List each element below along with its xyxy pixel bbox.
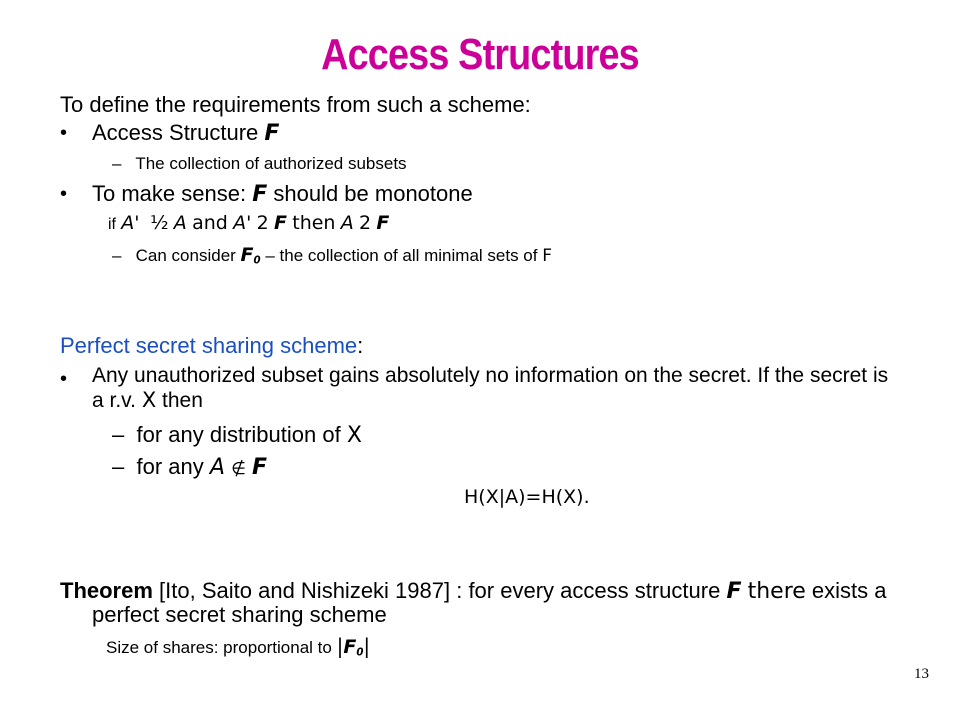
mono-a: A — [173, 212, 187, 234]
monotone-condition — [108, 212, 389, 235]
sub-4 — [112, 454, 267, 480]
theorem-exists: exists a — [811, 578, 887, 603]
bullet-3-x: X — [141, 388, 157, 412]
mono-then: then — [292, 212, 336, 234]
shares-symbol: F — [343, 636, 357, 658]
dash: – — [112, 454, 125, 479]
sub-3-x: X — [346, 423, 362, 448]
sub-4-prefix: for any — [136, 454, 204, 479]
theorem-line-2: perfect secret sharing scheme — [92, 602, 387, 627]
mono-a-prime-2: A' — [233, 212, 252, 234]
sub-1 — [112, 154, 407, 174]
mono-f-2: F — [376, 212, 390, 234]
bullet-3-line-1: Any unauthorized subset gains absolutely no information on the secret. If the secret is — [92, 364, 889, 387]
bullet-1 — [92, 120, 279, 146]
mono-two-1: 2 — [256, 212, 269, 234]
mono-f-1: F — [273, 212, 287, 234]
bullet-1-text: Access Structure — [92, 120, 259, 145]
bullet-2-text: To make sense: — [92, 181, 247, 206]
sub-2 — [112, 244, 552, 267]
theorem-line-1 — [60, 578, 887, 604]
bullet-3-line-2 — [92, 388, 203, 413]
shares-bar-open: | — [336, 634, 344, 658]
theorem-symbol: F — [726, 579, 742, 604]
mono-if: if — [108, 216, 116, 233]
perfect-scheme-heading — [60, 333, 363, 359]
sub-3-prefix: for any distribution of — [136, 422, 341, 447]
dash: – — [112, 246, 122, 265]
mono-half: ½ — [150, 212, 169, 234]
page-title: Access Structures — [321, 30, 639, 79]
sub-2-suffix: – the collection of all minimal sets of — [265, 246, 538, 265]
mono-a-prime: A' — [121, 212, 140, 234]
entropy-equation: H(X|A)=H(X). — [464, 486, 590, 508]
sub-4-f: F — [252, 455, 268, 480]
minimal-sets-subscript: 0 — [253, 255, 261, 267]
dash: – — [112, 154, 122, 173]
bullet-2-glyph: • — [60, 183, 68, 205]
perfect-scheme-colon: : — [357, 333, 364, 358]
shares-bar-close: | — [363, 634, 371, 658]
intro-text: To define the requirements from such a scheme: — [60, 92, 531, 117]
sub-4-notin: ∉ — [231, 459, 246, 479]
page-number: 13 — [914, 666, 929, 682]
theorem-text: [Ito, Saito and Nishizeki 1987] : for every access structure — [159, 578, 721, 603]
minimal-sets-symbol: F — [240, 244, 254, 266]
access-structure-symbol: F — [264, 121, 280, 146]
bullet-2 — [92, 181, 473, 207]
sub-4-a: A — [209, 455, 225, 480]
bullet-1-glyph: • — [60, 122, 68, 144]
bullet-3-suffix: then — [162, 389, 203, 412]
sub-2-tail: F — [542, 246, 552, 266]
sub-3 — [112, 422, 362, 448]
bullet-3-glyph: • — [60, 368, 68, 390]
mono-and: and — [192, 212, 228, 234]
sub-1-text: The collection of authorized subsets — [135, 154, 407, 173]
shares-text: Size of shares: proportional to — [106, 638, 332, 657]
theorem-there: there — [747, 579, 806, 604]
shares-size — [106, 634, 370, 659]
dash: – — [112, 422, 125, 447]
mono-two-2: 2 — [359, 212, 372, 234]
perfect-scheme-link: Perfect secret sharing scheme — [60, 333, 358, 358]
theorem-label: Theorem — [60, 578, 153, 603]
bullet-2-text-after: should be monotone — [273, 181, 473, 206]
access-structure-symbol: F — [252, 182, 268, 207]
shares-subscript: 0 — [356, 647, 364, 659]
mono-a-2: A — [340, 212, 354, 234]
bullet-3-prefix: a r.v. — [92, 389, 136, 412]
sub-2-prefix: Can consider — [135, 246, 236, 265]
